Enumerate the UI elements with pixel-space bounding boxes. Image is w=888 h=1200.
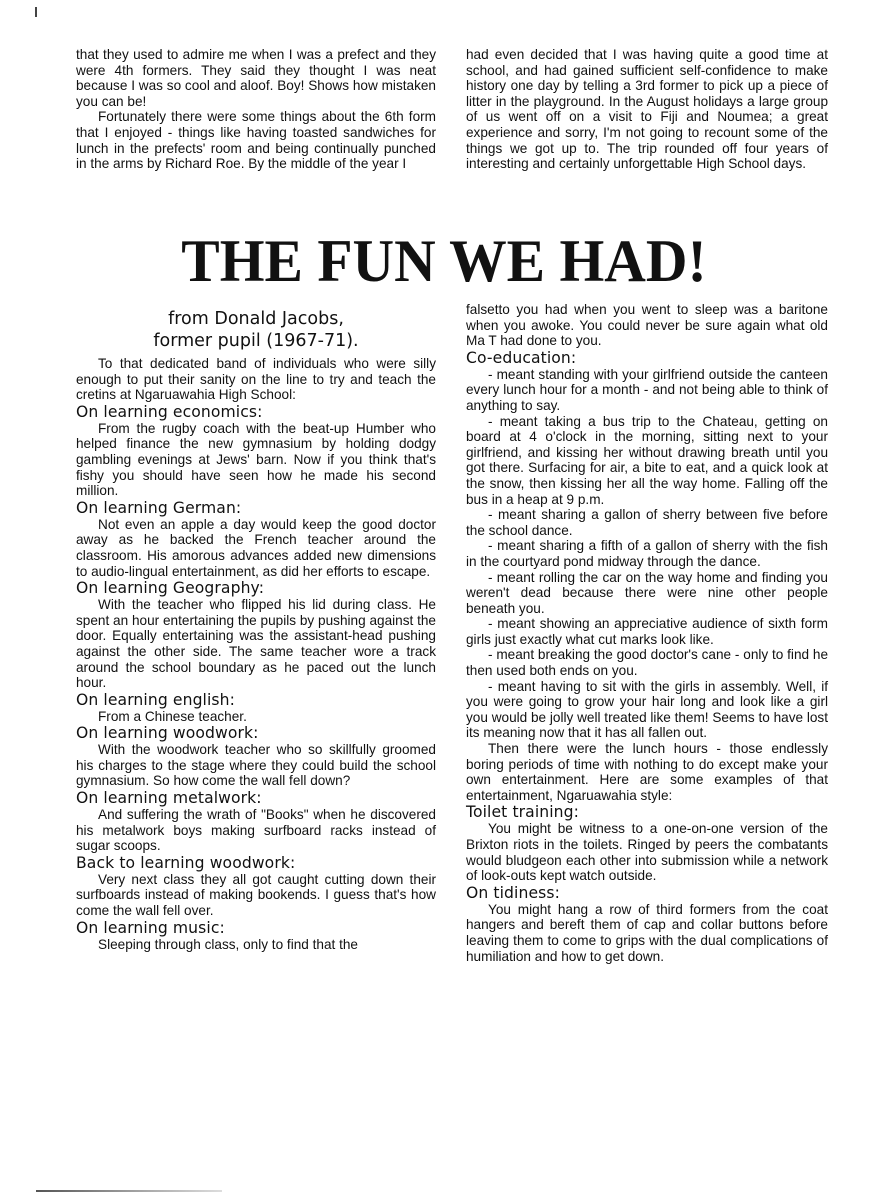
list-item: - meant standing with your girlfriend outside the canteen every lunch hour for a month - and not being able to think of anything to say. (466, 366, 828, 413)
byline-role: former pupil (1967-71). (153, 331, 359, 351)
section-heading: On tidiness: (466, 883, 560, 902)
section-heading: On learning music: (76, 918, 225, 937)
paragraph: Fortunately there were some things about the 6th form that I enjoyed - things like having toasted sandwiches for lunch in the prefects' room and being continually punched in the arms by Richard Roe. By the middle of the year I (76, 109, 436, 172)
section-text: From the rugby coach with the beat-up Humber who helped finance the new gymnasium by holding dodgy gambling evenings at Jews' barn. Now if you think that's fishy you should have seen how he made his second million. (76, 420, 436, 499)
section-text: And suffering the wrath of "Books" when he discovered his metalwork boys making surfboard racks instead of sugar scoops. (76, 807, 436, 854)
paragraph: had even decided that I was having quite a good time at school, and had gained sufficient self-confidence to make history one day by telling a 3rd former to pick up a piece of litter in the playground. In the August holidays a large group of us went off on a visit to Fiji and Noumea; a great experience and sorry, I'm not going to recount some of the things we got up to. The trip rounded off four years of interesting and certainly unforgettable High School days. (466, 47, 828, 172)
footer-rule (36, 1190, 222, 1192)
top-left-column (76, 47, 436, 172)
section-text: Not even an apple a day would keep the good doctor away as he backed the French teacher around the classroom. His amorous advances added new dimensions to audio-lingual entertainment, as did her efforts to escape. (76, 516, 436, 579)
section-text: Very next class they all got caught cutting down their surfboards instead of making bookends. I guess that's how come the wall fell over. (76, 871, 436, 919)
list-item: - meant sharing a fifth of a gallon of sherry with the fish in the courtyard pond midway through the dance. (466, 538, 828, 569)
byline-author: from Donald Jacobs, (168, 309, 344, 329)
byline (76, 308, 436, 352)
article-right-column (466, 302, 828, 964)
article-title: THE FUN WE HAD! (181, 228, 707, 294)
paragraph: that they used to admire me when I was a prefect and they were 4th formers. They said they thought I was neat because I was so cool and aloof. Boy! Shows how mistaken you can be! (76, 47, 436, 109)
list-item: - meant rolling the car on the way home and finding you weren't dead because there were nine other people beneath you. (466, 569, 828, 616)
section-heading: On learning economics: (76, 402, 263, 421)
section-text: You might be witness to a one-on-one version of the Brixton riots in the toilets. Ringed by peers the combatants would bludgeon each other into submission while a network of look-outs kept watch outside. (466, 821, 828, 884)
article-left-column (76, 356, 436, 952)
list-item: - meant showing an appreciative audience of sixth form girls just exactly what cut marks look like. (466, 616, 828, 647)
section-heading: Co-education: (466, 348, 577, 367)
section-text: With the teacher who flipped his lid during class. He spent an hour entertaining the pupils by pushing against the door. Equally entertaining was the assistant-head pushing against the other side. The same teacher wore a track around the school boundary as he paced out the lunch hour. (76, 597, 436, 691)
section-text: With the woodwork teacher who so skillfully groomed his charges to the stage where they could build the school gymnasium. So how come the wall fell down? (76, 742, 436, 789)
section-heading: On learning english: (76, 690, 235, 709)
section-heading: On learning Geography: (76, 579, 265, 598)
list-item: - meant having to sit with the girls in assembly. Well, if you were going to grow your hair long and look like a girl you would be jolly well treated like them! Seems to have lost its meaning now that it has all fallen out. (466, 678, 828, 741)
section-heading: Toilet training: (466, 803, 580, 822)
section-heading: On learning metalwork: (76, 789, 262, 808)
section-heading: Back to learning woodwork: (76, 853, 296, 872)
top-right-column (466, 47, 828, 172)
continuation-paragraph: falsetto you had when you went to sleep was a baritone when you awoke. You could never be sure again what old Ma T had done to you. (466, 302, 828, 349)
section-text: Sleeping through class, only to find that the (98, 936, 358, 952)
list-item: - meant sharing a gallon of sherry between five before the school dance. (466, 507, 828, 538)
corner-mark (35, 7, 37, 17)
section-heading: On learning woodwork: (76, 724, 259, 743)
section-text: You might hang a row of third formers from the coat hangers and bereft them of cap and collar buttons before leaving them to come to grips with the dual complications of humiliation and how to get down. (466, 901, 828, 964)
section-heading: On learning German: (76, 498, 242, 517)
lunch-paragraph: Then there were the lunch hours - those endlessly boring periods of time with nothing to do except make your own entertainment. Here are some examples of that entertainment, Ngaruawahia style: (466, 741, 828, 803)
list-item: - meant taking a bus trip to the Chateau, getting on board at 4 o'clock in the morning, sitting next to your girlfriend, and kissing her without drawing breath until you got there. Surfacing for air, a bite to eat, and a quick look at the snow, then kissing her all the way home. Falling off the bus in a heap at 9 p.m. (466, 413, 828, 507)
list-item: - meant breaking the good doctor's cane - only to find he then used both ends on you. (466, 647, 828, 679)
intro-paragraph: To that dedicated band of individuals who were silly enough to put their sanity on the line to try and teach the cretins at Ngaruawahia High School: (76, 356, 436, 403)
section-text: From a Chinese teacher. (98, 708, 247, 724)
